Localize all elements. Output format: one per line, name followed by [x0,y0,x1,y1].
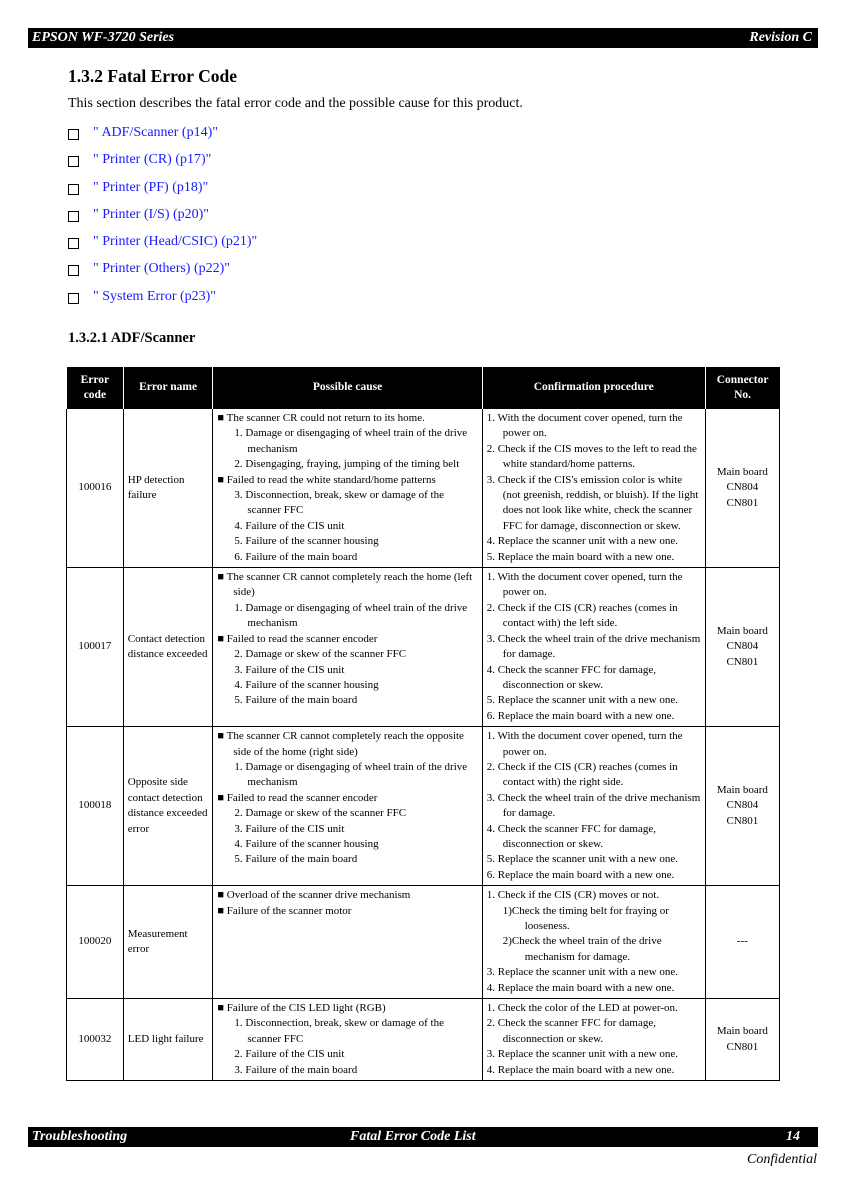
possible-cause [213,568,482,727]
error-name: Contact detection distance exceeded [123,568,213,727]
possible-cause [213,999,482,1081]
cause-item: 1. Damage or disengaging of wheel train of the drive mechanism [234,427,468,455]
procedure-step: 4. Replace the scanner unit with a new one. [486,535,678,548]
cause-item: ■ Failed to read the scanner encoder [217,632,378,645]
cause-item: 4. Failure of the scanner housing [234,837,379,850]
confidential-label: Confidential [747,1152,817,1167]
cause-item: 3. Disconnection, break, skew or damage of the scanner FFC [234,489,444,517]
procedure-step: 1. With the document cover opened, turn the power on. [486,730,683,758]
procedure-step: 2)Check the wheel train of the drive mechanism for damage. [502,935,662,963]
section-title: 1.3.2 Fatal Error Code [68,66,237,86]
procedure-step: 6. Replace the main board with a new one. [486,709,675,722]
link-item [68,289,257,316]
error-code: 100016 [67,409,124,568]
column-header: Connector No. [705,367,779,409]
connector-line: CN801 [726,814,759,827]
section-link[interactable]: " Printer (I/S) (p20)" [93,206,210,222]
table-header-row [67,367,780,409]
confirmation-procedure [482,409,705,568]
column-header: Error code [67,367,124,409]
section-link[interactable]: " System Error (p23)" [93,288,217,304]
section-link[interactable]: " Printer (PF) (p18)" [93,179,209,195]
possible-cause [213,886,482,999]
cause-item: 6. Failure of the main board [234,550,358,563]
cause-item: ■ Failure of the scanner motor [217,904,352,917]
procedure-step: 6. Replace the main board with a new one. [486,868,675,881]
cause-item: ■ Failed to read the white standard/home patterns [217,473,436,486]
checkbox-bullet-icon [68,129,79,140]
section-link[interactable]: " Printer (Others) (p22)" [93,261,231,277]
link-item [68,207,257,234]
possible-cause [213,409,482,568]
procedure-step: 5. Replace the scanner unit with a new one. [486,853,678,866]
connector-line: Main board [716,465,768,478]
cause-item: 1. Damage or disengaging of wheel train of the drive mechanism [234,760,468,789]
link-item [68,234,257,261]
procedure-step: 2. Check the scanner FFC for damage, disconnection or skew. [486,1017,656,1045]
error-name: Measurement error [123,886,213,999]
cause-item: 1. Damage or disengaging of wheel train of the drive mechanism [234,601,468,630]
procedure-step: 2. Check if the CIS (CR) reaches (comes in contact with) the left side. [486,601,678,630]
procedure-step: 4. Replace the main board with a new one. [486,1063,675,1076]
cause-item: 1. Disconnection, break, skew or damage of the scanner FFC [234,1017,444,1045]
error-code-table [66,367,780,1081]
procedure-step: 1. Check if the CIS (CR) moves or not. [486,889,660,902]
page-footer [28,1127,818,1147]
cause-item: 2. Failure of the CIS unit [234,1048,345,1061]
procedure-step: 2. Check if the CIS (CR) reaches (comes in contact with) the right side. [486,760,678,789]
connector-no [705,727,779,886]
table-row [67,999,780,1081]
link-item [68,152,257,179]
column-header: Possible cause [213,367,482,409]
page-number: 14 [786,1129,800,1144]
link-item [68,261,257,288]
cause-item: 3. Failure of the CIS unit [234,822,345,835]
header-revision: Revision C [749,30,812,45]
error-code: 100020 [67,886,124,999]
section-description: This section describes the fatal error code and the possible cause for this product. [68,96,523,111]
cause-item: ■ Failed to read the scanner encoder [217,791,378,804]
cause-item: 2. Damage or skew of the scanner FFC [234,807,407,820]
connector-line: CN801 [726,655,759,668]
connector-line: CN801 [726,496,759,509]
error-name: LED light failure [123,999,213,1081]
link-item [68,180,257,207]
procedure-step: 4. Check the scanner FFC for damage, disconnection or skew. [486,822,656,850]
error-name: Opposite side contact detection distance exceeded error [123,727,213,886]
column-header: Error name [123,367,213,409]
error-code: 100032 [67,999,124,1081]
section-links [68,125,257,316]
connector-no [705,999,779,1081]
connector-line: CN804 [726,481,759,494]
cause-item: 3. Failure of the main board [234,1063,358,1076]
connector-line: CN801 [726,1040,759,1053]
section-link[interactable]: " ADF/Scanner (p14)" [93,125,218,140]
connector-no [705,886,779,999]
link-item [68,125,257,152]
connector-line: Main board [716,784,768,797]
procedure-step: 3. Replace the scanner unit with a new one. [486,966,678,979]
cause-item: ■ The scanner CR could not return to its home. [217,412,425,424]
connector-no [705,409,779,568]
procedure-step: 5. Replace the scanner unit with a new one. [486,694,678,707]
procedure-step: 1)Check the timing belt for fraying or looseness. [502,904,669,932]
cause-item: ■ Failure of the CIS LED light (RGB) [217,1002,386,1015]
cause-item: ■ The scanner CR cannot completely reach the opposite side of the home (right side) [217,730,464,758]
cause-item: 5. Failure of the scanner housing [234,535,379,548]
checkbox-bullet-icon [68,211,79,222]
error-code: 100017 [67,568,124,727]
cause-item: 5. Failure of the main board [234,853,358,866]
table-row [67,568,780,727]
procedure-step: 3. Check the wheel train of the drive mechanism for damage. [486,791,701,820]
footer-chapter: Troubleshooting [32,1129,128,1144]
procedure-step: 2. Check if the CIS moves to the left to read the white standard/home patterns. [486,442,697,471]
header-product: EPSON WF-3720 Series [32,30,175,45]
procedure-step: 1. With the document cover opened, turn the power on. [486,412,683,440]
section-link[interactable]: " Printer (CR) (p17)" [93,152,212,168]
column-header: Confirmation procedure [482,367,705,409]
connector-line: CN804 [726,799,759,812]
connector-line: Main board [716,1025,768,1038]
confirmation-procedure [482,886,705,999]
connector-line: --- [736,935,748,948]
procedure-step: 3. Replace the scanner unit with a new one. [486,1048,678,1061]
page-header [28,28,818,48]
cause-item: 2. Damage or skew of the scanner FFC [234,648,407,661]
error-code: 100018 [67,727,124,886]
procedure-step: 4. Check the scanner FFC for damage, disconnection or skew. [486,663,656,691]
section-link[interactable]: " Printer (Head/CSIC) (p21)" [93,234,258,250]
checkbox-bullet-icon [68,265,79,276]
checkbox-bullet-icon [68,184,79,195]
cause-item: ■ The scanner CR cannot completely reach the home (left side) [217,571,473,599]
cause-item: 3. Failure of the CIS unit [234,663,345,676]
table-row [67,727,780,886]
table-row [67,409,780,568]
procedure-step: 3. Check the wheel train of the drive mechanism for damage. [486,632,701,661]
confirmation-procedure [482,568,705,727]
cause-item: 4. Failure of the CIS unit [234,519,345,532]
confirmation-procedure [482,999,705,1081]
procedure-step: 3. Check if the CIS's emission color is white (not greenish, reddish, or bluish). If the light does not look like white, check the scanner FFC for damage, disconnection or skew. [486,473,699,532]
checkbox-bullet-icon [68,293,79,304]
connector-no [705,568,779,727]
subsection-title: 1.3.2.1 ADF/Scanner [68,330,196,346]
cause-item: 4. Failure of the scanner housing [234,678,379,691]
confirmation-procedure [482,727,705,886]
cause-item: 2. Disengaging, fraying, jumping of the timing belt [234,458,460,471]
procedure-step: 1. Check the color of the LED at power-on. [486,1002,678,1015]
possible-cause [213,727,482,886]
connector-line: CN804 [726,640,759,653]
footer-section: Fatal Error Code List [350,1129,476,1144]
error-name: HP detection failure [123,409,213,568]
procedure-step: 4. Replace the main board with a new one. [486,981,675,994]
cause-item: 5. Failure of the main board [234,694,358,707]
procedure-step: 1. With the document cover opened, turn the power on. [486,571,683,599]
connector-line: Main board [716,624,768,637]
procedure-step: 5. Replace the main board with a new one. [486,550,675,563]
checkbox-bullet-icon [68,156,79,167]
cause-item: ■ Overload of the scanner drive mechanism [217,889,411,902]
table-row [67,886,780,999]
checkbox-bullet-icon [68,238,79,249]
